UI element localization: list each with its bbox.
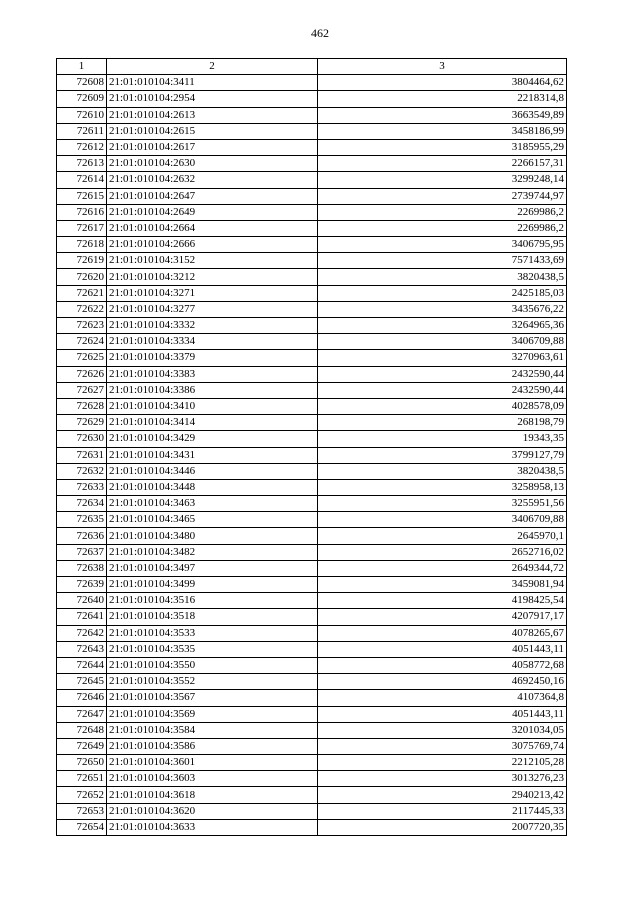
page-number: 462 xyxy=(311,26,329,40)
cadastral-value: 4078265,67 xyxy=(318,625,567,641)
row-number: 72610 xyxy=(57,107,107,123)
cadastral-value: 2218314,8 xyxy=(318,91,567,107)
cadastral-value: 3201034,05 xyxy=(318,722,567,738)
table-row xyxy=(57,301,567,317)
cadastral-value: 3264965,36 xyxy=(318,318,567,334)
table-header-row xyxy=(57,59,567,75)
table-row xyxy=(57,512,567,528)
table-row xyxy=(57,738,567,754)
cadastral-value: 2266157,31 xyxy=(318,156,567,172)
cadastral-value: 19343,35 xyxy=(318,431,567,447)
row-number: 72641 xyxy=(57,609,107,625)
cadastral-value: 2645970,1 xyxy=(318,528,567,544)
table-row xyxy=(57,220,567,236)
row-number: 72630 xyxy=(57,431,107,447)
row-number: 72654 xyxy=(57,819,107,835)
table-row xyxy=(57,657,567,673)
cadastral-number: 21:01:010104:3334 xyxy=(107,334,318,350)
cadastral-number: 21:01:010104:3618 xyxy=(107,787,318,803)
row-number: 72611 xyxy=(57,123,107,139)
cadastral-value: 4692450,16 xyxy=(318,674,567,690)
row-number: 72623 xyxy=(57,318,107,334)
cadastral-number: 21:01:010104:3379 xyxy=(107,350,318,366)
row-number: 72617 xyxy=(57,220,107,236)
cadastral-number: 21:01:010104:3518 xyxy=(107,609,318,625)
cadastral-value: 4207917,17 xyxy=(318,609,567,625)
cadastral-value: 2739744,97 xyxy=(318,188,567,204)
row-number: 72631 xyxy=(57,447,107,463)
table-row xyxy=(57,690,567,706)
table-row xyxy=(57,318,567,334)
table-row xyxy=(57,593,567,609)
cadastral-value: 3075769,74 xyxy=(318,738,567,754)
row-number: 72615 xyxy=(57,188,107,204)
row-number: 72651 xyxy=(57,771,107,787)
table-row xyxy=(57,156,567,172)
table-row xyxy=(57,463,567,479)
cadastral-number: 21:01:010104:2617 xyxy=(107,139,318,155)
cadastral-number: 21:01:010104:3431 xyxy=(107,447,318,463)
row-number: 72635 xyxy=(57,512,107,528)
cadastral-value: 2269986,2 xyxy=(318,220,567,236)
table-row xyxy=(57,172,567,188)
cadastral-value: 4198425,54 xyxy=(318,593,567,609)
table-row xyxy=(57,75,567,91)
cadastral-value: 7571433,69 xyxy=(318,253,567,269)
cadastral-number: 21:01:010104:3533 xyxy=(107,625,318,641)
cadastral-value: 3663549,89 xyxy=(318,107,567,123)
cadastral-value: 3820438,5 xyxy=(318,463,567,479)
row-number: 72632 xyxy=(57,463,107,479)
table-row xyxy=(57,366,567,382)
cadastral-number: 21:01:010104:3499 xyxy=(107,577,318,593)
cadastral-value: 3299248,14 xyxy=(318,172,567,188)
table-row xyxy=(57,334,567,350)
row-number: 72621 xyxy=(57,285,107,301)
cadastral-number: 21:01:010104:3463 xyxy=(107,496,318,512)
cadastral-value: 3406709,88 xyxy=(318,512,567,528)
row-number: 72627 xyxy=(57,382,107,398)
cadastral-value: 3406795,95 xyxy=(318,237,567,253)
cadastral-number: 21:01:010104:2632 xyxy=(107,172,318,188)
table-row xyxy=(57,722,567,738)
table-row xyxy=(57,253,567,269)
cadastral-value: 2432590,44 xyxy=(318,366,567,382)
cadastral-number: 21:01:010104:3383 xyxy=(107,366,318,382)
table-row xyxy=(57,577,567,593)
table-row xyxy=(57,787,567,803)
cadastral-number: 21:01:010104:3386 xyxy=(107,382,318,398)
table-row xyxy=(57,496,567,512)
cadastral-number: 21:01:010104:3411 xyxy=(107,75,318,91)
cadastral-number: 21:01:010104:3429 xyxy=(107,431,318,447)
row-number: 72649 xyxy=(57,738,107,754)
cadastral-value: 3799127,79 xyxy=(318,447,567,463)
cadastral-value: 2652716,02 xyxy=(318,544,567,560)
cadastral-value: 3258958,13 xyxy=(318,479,567,495)
row-number: 72613 xyxy=(57,156,107,172)
cadastral-number: 21:01:010104:3212 xyxy=(107,269,318,285)
cadastral-value: 268198,79 xyxy=(318,415,567,431)
cadastral-value: 2425185,03 xyxy=(318,285,567,301)
table-row xyxy=(57,819,567,835)
table-row xyxy=(57,237,567,253)
table-row xyxy=(57,398,567,414)
table-row xyxy=(57,674,567,690)
cadastral-number: 21:01:010104:3465 xyxy=(107,512,318,528)
cadastral-number: 21:01:010104:2647 xyxy=(107,188,318,204)
row-number: 72609 xyxy=(57,91,107,107)
table-row xyxy=(57,447,567,463)
row-number: 72626 xyxy=(57,366,107,382)
cadastral-number: 21:01:010104:3552 xyxy=(107,674,318,690)
table-row xyxy=(57,544,567,560)
row-number: 72645 xyxy=(57,674,107,690)
cadastral-number: 21:01:010104:2664 xyxy=(107,220,318,236)
cadastral-value: 2117445,33 xyxy=(318,803,567,819)
cadastral-number: 21:01:010104:2615 xyxy=(107,123,318,139)
row-number: 72614 xyxy=(57,172,107,188)
cadastral-value: 2940213,42 xyxy=(318,787,567,803)
table-row xyxy=(57,415,567,431)
row-number: 72612 xyxy=(57,139,107,155)
cadastral-number: 21:01:010104:3516 xyxy=(107,593,318,609)
row-number: 72636 xyxy=(57,528,107,544)
row-number: 72648 xyxy=(57,722,107,738)
cadastral-value: 3435676,22 xyxy=(318,301,567,317)
cadastral-value: 2212105,28 xyxy=(318,755,567,771)
cadastral-number: 21:01:010104:2630 xyxy=(107,156,318,172)
cadastral-value: 2649344,72 xyxy=(318,560,567,576)
cadastral-number: 21:01:010104:3271 xyxy=(107,285,318,301)
cadastral-value-table xyxy=(56,58,567,836)
cadastral-number: 21:01:010104:3586 xyxy=(107,738,318,754)
cadastral-value: 3270963,61 xyxy=(318,350,567,366)
row-number: 72634 xyxy=(57,496,107,512)
cadastral-value: 4058772,68 xyxy=(318,657,567,673)
cadastral-number: 21:01:010104:2666 xyxy=(107,237,318,253)
table-row xyxy=(57,350,567,366)
row-number: 72608 xyxy=(57,75,107,91)
row-number: 72619 xyxy=(57,253,107,269)
table-row xyxy=(57,139,567,155)
table-row xyxy=(57,107,567,123)
row-number: 72620 xyxy=(57,269,107,285)
row-number: 72625 xyxy=(57,350,107,366)
table-row xyxy=(57,431,567,447)
cadastral-value: 3820438,5 xyxy=(318,269,567,285)
row-number: 72618 xyxy=(57,237,107,253)
table-row xyxy=(57,91,567,107)
cadastral-value: 3458186,99 xyxy=(318,123,567,139)
row-number: 72643 xyxy=(57,641,107,657)
table-row xyxy=(57,803,567,819)
cadastral-number: 21:01:010104:3567 xyxy=(107,690,318,706)
row-number: 72646 xyxy=(57,690,107,706)
cadastral-value: 2007720,35 xyxy=(318,819,567,835)
row-number: 72650 xyxy=(57,755,107,771)
cadastral-number: 21:01:010104:3482 xyxy=(107,544,318,560)
row-number: 72652 xyxy=(57,787,107,803)
table-row xyxy=(57,204,567,220)
cadastral-value: 3406709,88 xyxy=(318,334,567,350)
cadastral-value: 3013276,23 xyxy=(318,771,567,787)
cadastral-number: 21:01:010104:2954 xyxy=(107,91,318,107)
table-row xyxy=(57,188,567,204)
table-row xyxy=(57,382,567,398)
cadastral-number: 21:01:010104:3332 xyxy=(107,318,318,334)
row-number: 72640 xyxy=(57,593,107,609)
cadastral-value: 3804464,62 xyxy=(318,75,567,91)
table-body xyxy=(57,75,567,836)
table-row xyxy=(57,609,567,625)
column-header-3: 3 xyxy=(318,59,567,75)
table-row xyxy=(57,479,567,495)
cadastral-value: 4051443,11 xyxy=(318,706,567,722)
table-row xyxy=(57,706,567,722)
row-number: 72639 xyxy=(57,577,107,593)
row-number: 72647 xyxy=(57,706,107,722)
row-number: 72622 xyxy=(57,301,107,317)
row-number: 72644 xyxy=(57,657,107,673)
row-number: 72638 xyxy=(57,560,107,576)
cadastral-value: 2269986,2 xyxy=(318,204,567,220)
cadastral-number: 21:01:010104:3569 xyxy=(107,706,318,722)
cadastral-value: 4107364,8 xyxy=(318,690,567,706)
row-number: 72629 xyxy=(57,415,107,431)
cadastral-number: 21:01:010104:2613 xyxy=(107,107,318,123)
cadastral-number: 21:01:010104:3584 xyxy=(107,722,318,738)
table-row xyxy=(57,528,567,544)
table-row xyxy=(57,269,567,285)
row-number: 72616 xyxy=(57,204,107,220)
row-number: 72653 xyxy=(57,803,107,819)
cadastral-number: 21:01:010104:3152 xyxy=(107,253,318,269)
cadastral-number: 21:01:010104:2649 xyxy=(107,204,318,220)
cadastral-number: 21:01:010104:3601 xyxy=(107,755,318,771)
column-header-1: 1 xyxy=(57,59,107,75)
table-row xyxy=(57,560,567,576)
table-row xyxy=(57,123,567,139)
cadastral-number: 21:01:010104:3446 xyxy=(107,463,318,479)
cadastral-number: 21:01:010104:3633 xyxy=(107,819,318,835)
cadastral-value: 2432590,44 xyxy=(318,382,567,398)
row-number: 72624 xyxy=(57,334,107,350)
cadastral-value: 3185955,29 xyxy=(318,139,567,155)
cadastral-value: 3255951,56 xyxy=(318,496,567,512)
row-number: 72642 xyxy=(57,625,107,641)
cadastral-number: 21:01:010104:3535 xyxy=(107,641,318,657)
cadastral-number: 21:01:010104:3410 xyxy=(107,398,318,414)
cadastral-number: 21:01:010104:3620 xyxy=(107,803,318,819)
cadastral-number: 21:01:010104:3414 xyxy=(107,415,318,431)
row-number: 72637 xyxy=(57,544,107,560)
table-row xyxy=(57,755,567,771)
cadastral-value: 4028578,09 xyxy=(318,398,567,414)
cadastral-number: 21:01:010104:3277 xyxy=(107,301,318,317)
column-header-2: 2 xyxy=(107,59,318,75)
table-row xyxy=(57,285,567,301)
table-row xyxy=(57,641,567,657)
cadastral-number: 21:01:010104:3603 xyxy=(107,771,318,787)
row-number: 72633 xyxy=(57,479,107,495)
cadastral-number: 21:01:010104:3448 xyxy=(107,479,318,495)
table-row xyxy=(57,771,567,787)
row-number: 72628 xyxy=(57,398,107,414)
cadastral-number: 21:01:010104:3497 xyxy=(107,560,318,576)
cadastral-value: 3459081,94 xyxy=(318,577,567,593)
table-row xyxy=(57,625,567,641)
cadastral-number: 21:01:010104:3480 xyxy=(107,528,318,544)
cadastral-number: 21:01:010104:3550 xyxy=(107,657,318,673)
cadastral-value: 4051443,11 xyxy=(318,641,567,657)
